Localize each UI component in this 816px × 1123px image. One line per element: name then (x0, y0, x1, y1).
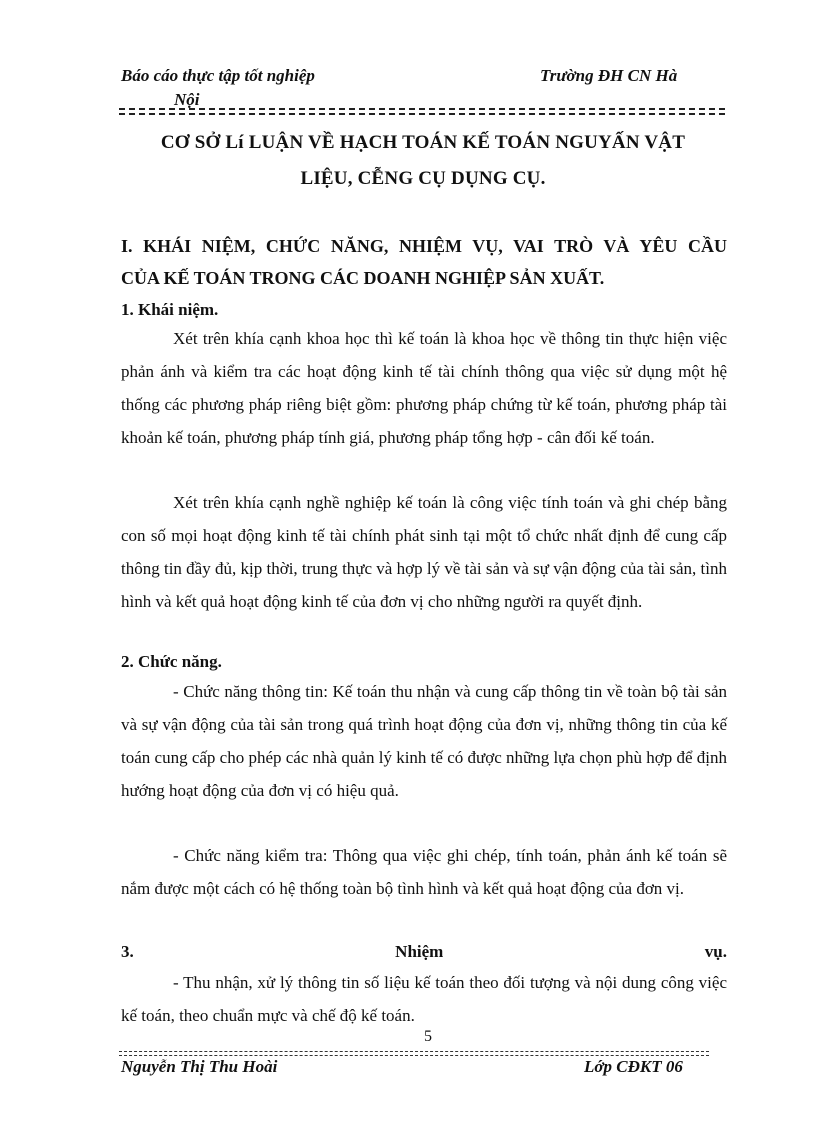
page-title (121, 125, 725, 197)
header-left-line2: Nội (174, 90, 200, 109)
paragraph-4: - Chức năng kiểm tra: Thông qua việc ghi chép, tính toán, phản ánh kế toán sẽ nắm được một cách có hệ thống toàn bộ tình hình và kết quả hoạt động của đơn vị. (121, 846, 727, 898)
header-left-line1: Báo cáo thực tập tốt nghiệp (121, 66, 315, 85)
section-heading-line2: CỦA KẾ TOÁN TRONG CÁC DOANH NGHIỆP SẢN XUẤT. (121, 268, 605, 288)
subheading-3-number: 3. (121, 942, 134, 961)
paragraph-5: - Thu nhận, xử lý thông tin số liệu kế toán theo đối tượng và nội dung công việc kế toán, theo chuẩn mực và chế độ kế toán. (121, 973, 727, 1025)
footer-class: Lớp CĐKT 06 (584, 1057, 683, 1076)
section-heading (121, 230, 727, 294)
footer-divider-2 (119, 1055, 709, 1056)
page-title-line1: CƠ SỞ Lí LUẬN VỀ HẠCH TOÁN KẾ TOÁN NGUYẤN VẬT (160, 132, 686, 153)
header-right: Trường ĐH CN Hà (540, 66, 678, 85)
footer-author: Nguyễn Thị Thu Hoài (121, 1057, 278, 1076)
section-heading-line1: I. KHÁI NIỆM, CHỨC NĂNG, NHIỆM VỤ, VAI TRÒ VÀ YÊU CẦU (121, 236, 727, 256)
header-left (121, 64, 315, 112)
subheading-3 (121, 940, 727, 964)
paragraph-1: Xét trên khía cạnh khoa học thì kế toán là khoa học về thông tin thực hiện việc phản ánh và kiểm tra các hoạt động kinh tế tài chính thông qua việc sử dụng một hệ thống các phương pháp riêng biệt gồm: phương pháp chứng từ kế toán, phương pháp tài khoản kế toán, phương pháp tính giá, phương pháp tổng hợp - cân đối kế toán. (121, 329, 727, 447)
subheading-2: 2. Chức năng. (121, 652, 222, 671)
page-number: 5 (424, 1028, 432, 1045)
subheading-3-word1: Nhiệm (395, 942, 444, 961)
footer-divider (119, 1051, 709, 1052)
header-divider-2 (119, 113, 725, 115)
page-title-line2: LIỆU, CỄNG CỤ DỤNG CỤ. (300, 168, 546, 189)
paragraph-3: - Chức năng thông tin: Kế toán thu nhận và cung cấp thông tin về toàn bộ tài sản và sự vận động của tài sản trong quá trình hoạt động của đơn vị, những thông tin của kế toán cung cấp cho phép các nhà quản lý kinh tế có được những lựa chọn phù hợp để định hướng hoạt động của đơn vị có hiệu quả. (121, 682, 727, 800)
paragraph-2: Xét trên khía cạnh nghề nghiệp kế toán là công việc tính toán và ghi chép bằng con số mọi hoạt động kinh tế tài chính phát sinh tại một tổ chức nhất định để cung cấp thông tin đầy đủ, kịp thời, trung thực và hợp lý về tài sản và sự vận động của tài sản, tình hình và kết quả hoạt động kinh tế của đơn vị cho những người ra quyết định. (121, 493, 727, 611)
subheading-3-word2: vụ. (704, 942, 727, 961)
header-divider (119, 108, 725, 110)
subheading-1: 1. Khái niệm. (121, 300, 219, 319)
